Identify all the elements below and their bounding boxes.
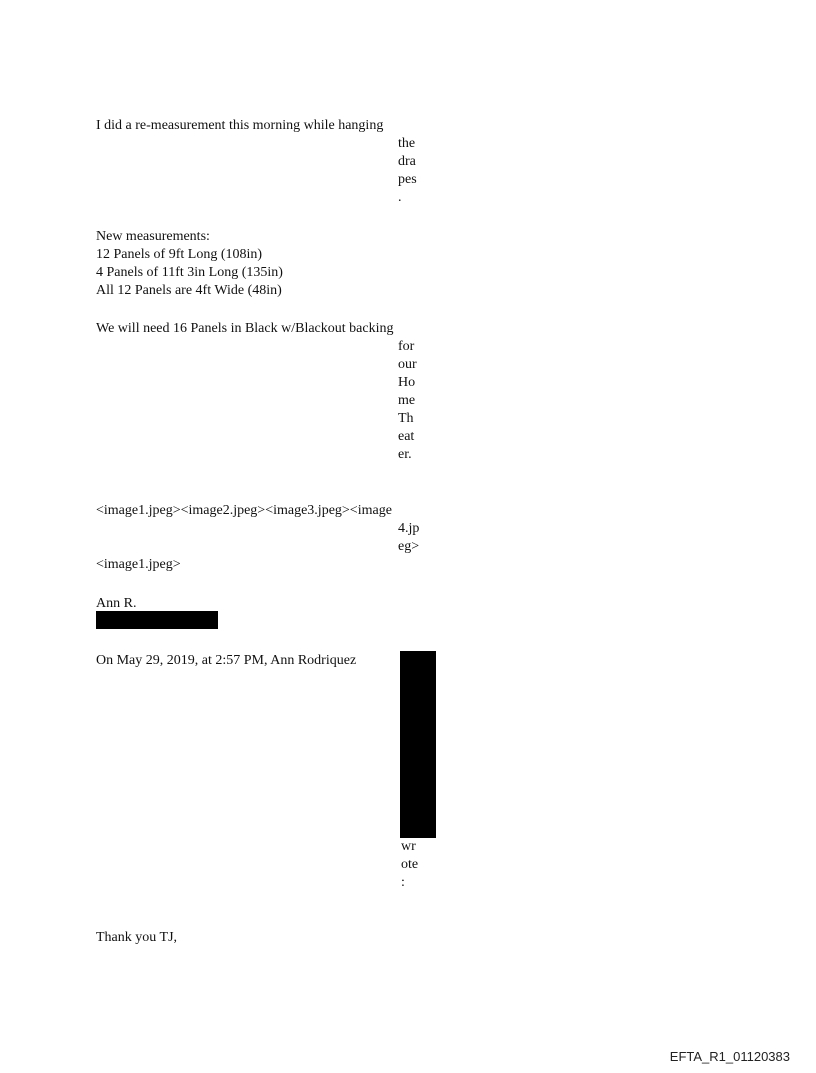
measurements-heading: New measurements:	[96, 229, 210, 244]
document-id: EFTA_R1_01120383	[669, 1049, 790, 1064]
greeting: Thank you TJ,	[96, 930, 178, 945]
quote-wrap-3: :	[401, 875, 405, 890]
intro-wrap-3: pes	[398, 172, 417, 187]
intro-line: I did a re-measurement this morning while hanging	[96, 118, 384, 133]
redaction-block	[400, 651, 436, 838]
need-wrap-5: Th	[398, 411, 414, 426]
attachment-single: <image1.jpeg>	[96, 557, 181, 572]
measurement-item-1: 12 Panels of 9ft Long (108in)	[96, 247, 263, 262]
signature-name: Ann R.	[96, 596, 137, 611]
need-wrap-2: our	[398, 357, 417, 372]
quote-wrap-1: wr	[401, 839, 416, 854]
intro-wrap-1: the	[398, 136, 416, 151]
need-wrap-4: me	[398, 393, 416, 408]
measurement-item-2: 4 Panels of 11ft 3in Long (135in)	[96, 265, 283, 280]
need-wrap-6: eat	[398, 429, 415, 444]
intro-wrap-4: .	[398, 190, 402, 205]
attachments-wrap-2: eg>	[398, 539, 420, 554]
need-wrap-1: for	[398, 339, 415, 354]
attachments-line: <image1.jpeg><image2.jpeg><image3.jpeg><image	[96, 503, 392, 518]
quote-header: On May 29, 2019, at 2:57 PM, Ann Rodriquez	[96, 653, 357, 668]
need-wrap-7: er.	[398, 447, 412, 462]
quote-wrap-2: ote	[401, 857, 419, 872]
measurement-item-3: All 12 Panels are 4ft Wide (48in)	[96, 283, 282, 298]
attachments-wrap-1: 4.jp	[398, 521, 420, 536]
need-wrap-3: Ho	[398, 375, 416, 390]
need-line: We will need 16 Panels in Black w/Blackout backing	[96, 321, 394, 336]
redaction-bar	[96, 611, 218, 629]
intro-wrap-2: dra	[398, 154, 416, 169]
